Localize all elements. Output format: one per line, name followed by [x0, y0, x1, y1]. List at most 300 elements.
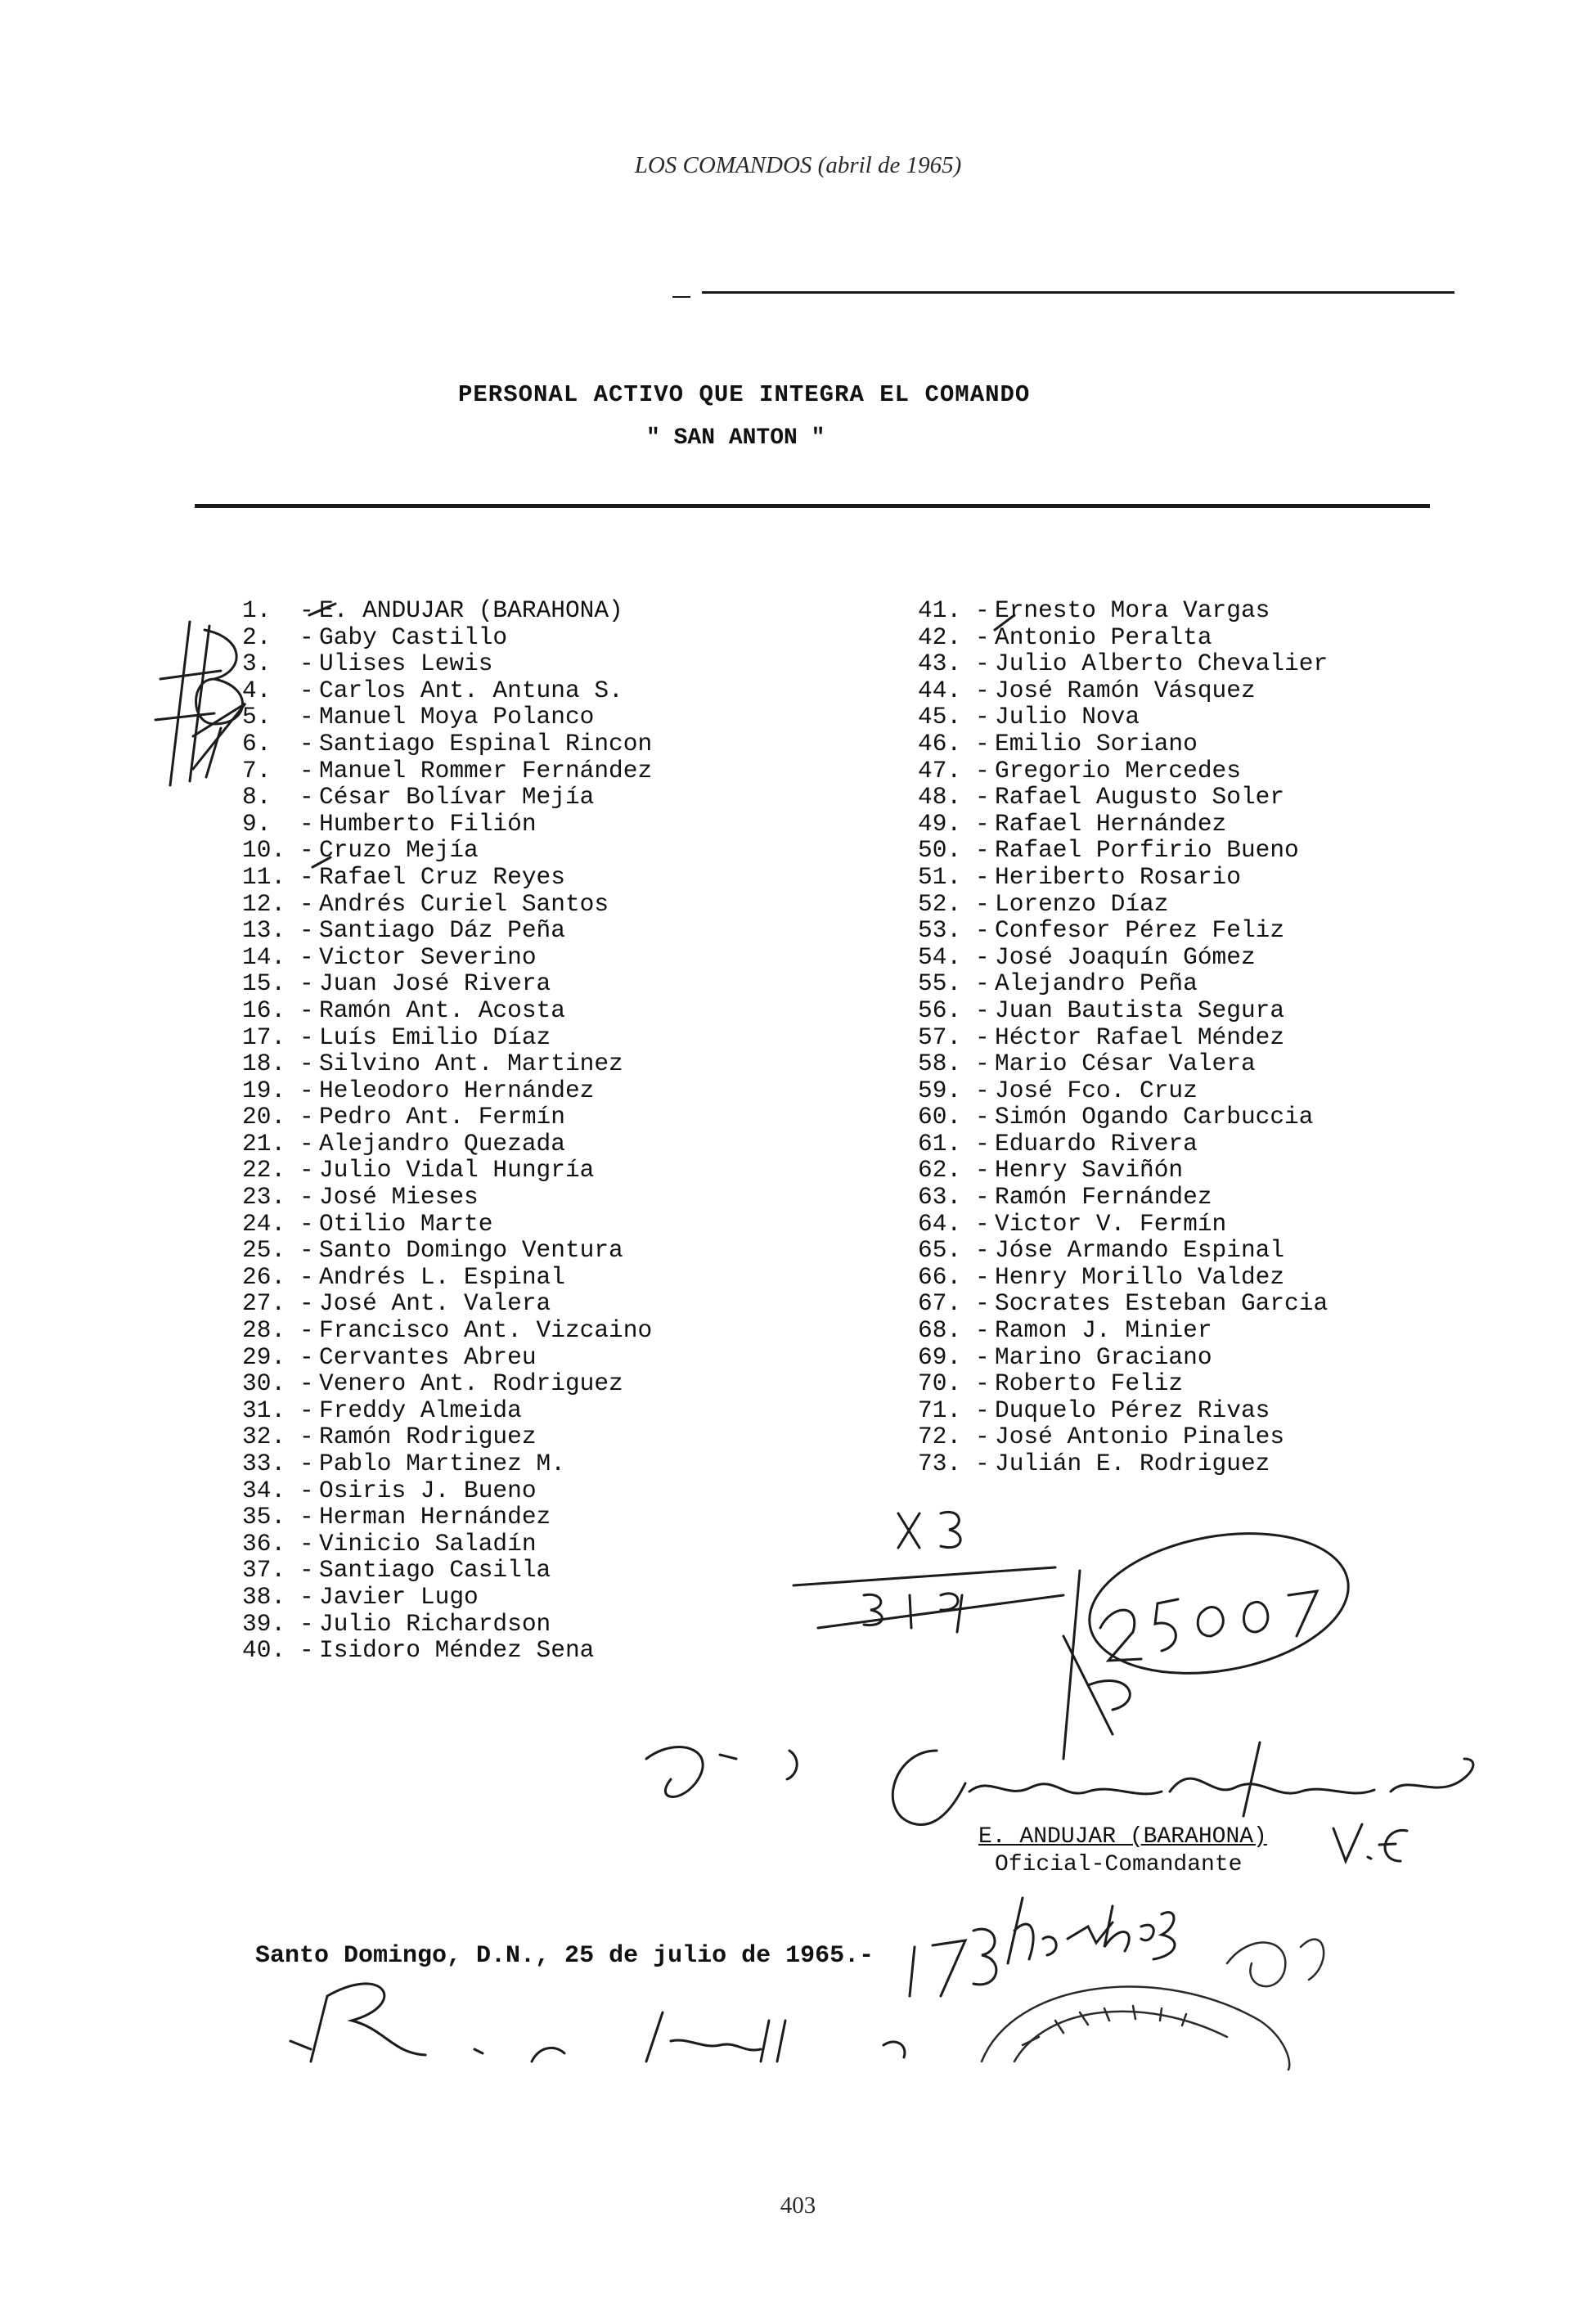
signature-name: E. ANDUJAR (BARAHONA) [978, 1824, 1267, 1850]
member-number: 70. [918, 1369, 962, 1398]
member-name: César Bolívar Mejía [319, 783, 595, 812]
member-separator: - [299, 996, 314, 1024]
member-separator: - [975, 942, 990, 971]
member-name: Confesor Pérez Feliz [995, 916, 1285, 945]
member-number: 12. [242, 889, 286, 918]
member-separator: - [299, 1609, 314, 1638]
member-separator: - [299, 1103, 314, 1131]
member-separator: - [299, 1209, 314, 1238]
member-number: 46. [918, 729, 962, 758]
member-entry [242, 1531, 733, 1558]
member-entry [242, 1557, 733, 1584]
member-name: Antonio Peralta [995, 623, 1212, 651]
member-number: 42. [918, 623, 962, 651]
member-entry [242, 811, 733, 838]
member-name: Silvino Ant. Martinez [319, 1050, 623, 1078]
member-separator: - [299, 809, 314, 838]
member-name: Ramón Rodriguez [319, 1423, 537, 1451]
member-number: 60. [918, 1103, 962, 1131]
member-name: Pedro Ant. Fermín [319, 1103, 565, 1131]
member-entry [242, 1104, 733, 1131]
member-separator: - [975, 1342, 990, 1371]
commander-signature-drawing [646, 1742, 1473, 1824]
member-separator: - [975, 916, 990, 945]
member-entry [242, 1077, 733, 1104]
tally-drawing [898, 1512, 960, 1548]
struck-number-drawing [794, 1567, 1063, 1632]
member-separator: - [975, 1023, 990, 1051]
member-separator: - [299, 1262, 314, 1291]
member-entry [242, 864, 733, 891]
member-number: 55. [918, 969, 962, 998]
member-number: 57. [918, 1023, 962, 1051]
member-entry [918, 1211, 1441, 1238]
member-entry [918, 1317, 1441, 1344]
member-entry [918, 1024, 1441, 1051]
member-entry [242, 1344, 733, 1371]
member-separator: - [299, 703, 314, 731]
member-list-left [242, 597, 733, 1664]
member-name: Manuel Moya Polanco [319, 703, 595, 731]
member-number: 10. [242, 836, 286, 865]
member-entry [918, 1344, 1441, 1371]
member-number: 19. [242, 1076, 286, 1104]
title-underline-rule [195, 504, 1430, 508]
total-note-drawing [910, 1898, 1175, 1996]
member-separator: - [975, 1316, 990, 1345]
member-number: 11. [242, 862, 286, 891]
member-separator: - [975, 996, 990, 1024]
member-name: Francisco Ant. Vizcaino [319, 1316, 653, 1345]
member-entry [918, 731, 1441, 758]
member-number: 68. [918, 1316, 962, 1345]
member-number: 35. [242, 1503, 286, 1531]
member-separator: - [975, 969, 990, 998]
bottom-signature-drawing [290, 1984, 905, 2061]
member-number: 34. [242, 1476, 286, 1504]
member-number: 72. [918, 1423, 962, 1451]
member-name: Roberto Feliz [995, 1369, 1184, 1398]
member-number: 29. [242, 1342, 286, 1371]
member-name: Ramon J. Minier [995, 1316, 1212, 1345]
member-name: Javier Lugo [319, 1582, 479, 1611]
member-name: Gregorio Mercedes [995, 756, 1241, 785]
member-name: Cruzo Mejía [319, 836, 479, 865]
member-separator: - [299, 1450, 314, 1477]
member-number: 21. [242, 1129, 286, 1158]
member-entry [242, 1024, 733, 1051]
member-name: Juan Bautista Segura [995, 996, 1285, 1024]
member-name: Andrés L. Espinal [319, 1262, 565, 1291]
member-number: 48. [918, 783, 962, 812]
member-name: Emilio Soriano [995, 729, 1198, 758]
top-rule-short [672, 296, 690, 298]
member-number: 20. [242, 1103, 286, 1131]
member-number: 41. [918, 596, 962, 624]
member-entry [242, 1477, 733, 1504]
member-name: Cervantes Abreu [319, 1342, 537, 1371]
member-name: Andrés Curiel Santos [319, 889, 609, 918]
member-entry [918, 891, 1441, 918]
member-name: Rafael Hernández [995, 809, 1227, 838]
member-name: Marino Graciano [995, 1342, 1212, 1371]
member-separator: - [975, 1450, 990, 1477]
member-separator: - [299, 1129, 314, 1158]
member-separator: - [975, 1076, 990, 1104]
member-separator: - [299, 1503, 314, 1531]
member-name: Venero Ant. Rodriguez [319, 1369, 623, 1398]
member-number: 51. [918, 862, 962, 891]
member-name: Heleodoro Hernández [319, 1076, 595, 1104]
member-name: Santiago Espinal Rincon [319, 729, 653, 758]
member-separator: - [299, 836, 314, 865]
member-name: Eduardo Rivera [995, 1129, 1198, 1158]
member-number: 15. [242, 969, 286, 998]
member-entry [918, 1264, 1441, 1291]
member-separator: - [975, 729, 990, 758]
member-name: Carlos Ant. Antuna S. [319, 676, 623, 704]
member-entry [242, 837, 733, 864]
member-entry [242, 784, 733, 811]
member-entry [918, 650, 1441, 677]
member-entry [242, 704, 733, 731]
member-separator: - [299, 1183, 314, 1212]
member-separator: - [975, 1183, 990, 1212]
member-number: 3. [242, 650, 272, 678]
member-separator: - [975, 1369, 990, 1398]
member-entry [918, 811, 1441, 838]
member-separator: - [975, 623, 990, 651]
member-name: Héctor Rafael Méndez [995, 1023, 1285, 1051]
member-separator: - [299, 889, 314, 918]
member-number: 1. [242, 596, 272, 624]
member-name: Rafael Augusto Soler [995, 783, 1285, 812]
member-name: Julio Vidal Hungría [319, 1156, 595, 1185]
member-number: 39. [242, 1609, 286, 1638]
member-entry [242, 1584, 733, 1611]
member-number: 8. [242, 783, 272, 812]
member-entry [242, 758, 733, 785]
member-entry [918, 944, 1441, 971]
member-name: Jóse Armando Espinal [995, 1236, 1285, 1265]
member-number: 56. [918, 996, 962, 1024]
member-entry [242, 1611, 733, 1638]
member-entry [242, 1317, 733, 1344]
member-name: Humberto Filión [319, 809, 537, 838]
member-entry [918, 864, 1441, 891]
member-entry [918, 1184, 1441, 1211]
member-name: Pablo Martinez M. [319, 1450, 565, 1477]
member-entry [918, 1290, 1441, 1317]
member-entry [918, 758, 1441, 785]
member-name: Mario César Valera [995, 1050, 1256, 1078]
member-entry [918, 784, 1441, 811]
member-separator: - [299, 1582, 314, 1611]
member-name: Vinicio Saladín [319, 1529, 537, 1558]
member-separator: - [299, 1289, 314, 1318]
margin-note-drawing [155, 622, 245, 785]
member-separator: - [299, 916, 314, 945]
running-head: LOS COMANDOS (abril de 1965) [634, 152, 962, 178]
member-name: Ulises Lewis [319, 650, 493, 678]
member-separator: - [299, 1076, 314, 1104]
member-separator: - [299, 862, 314, 891]
member-entry [918, 1050, 1441, 1077]
member-separator: - [299, 1636, 314, 1665]
member-name: Lorenzo Díaz [995, 889, 1169, 918]
member-separator: - [975, 1050, 990, 1078]
member-separator: - [975, 1236, 990, 1265]
signature-role: Oficial-Comandante [995, 1852, 1243, 1877]
member-separator: - [975, 1262, 990, 1291]
member-number: 22. [242, 1156, 286, 1185]
member-number: 64. [918, 1209, 962, 1238]
member-entry [242, 624, 733, 651]
member-separator: - [975, 809, 990, 838]
member-number: 33. [242, 1450, 286, 1477]
member-number: 73. [918, 1450, 962, 1477]
member-number: 40. [242, 1636, 286, 1665]
member-number: 62. [918, 1156, 962, 1185]
member-number: 6. [242, 729, 272, 758]
member-entry [918, 677, 1441, 704]
member-entry [242, 1397, 733, 1424]
member-name: José Ant. Valera [319, 1289, 551, 1318]
member-number: 53. [918, 916, 962, 945]
member-entry [918, 1423, 1441, 1450]
place-and-date: Santo Domingo, D.N., 25 de julio de 1965.- [255, 1942, 874, 1970]
member-name: José Joaquín Gómez [995, 942, 1256, 971]
member-name: Juan José Rivera [319, 969, 551, 998]
member-number: 28. [242, 1316, 286, 1345]
member-separator: - [975, 1423, 990, 1451]
member-entry [918, 1157, 1441, 1184]
document-subtitle: " SAN ANTON " [646, 425, 825, 451]
member-entry [918, 1370, 1441, 1397]
member-number: 54. [918, 942, 962, 971]
member-number: 59. [918, 1076, 962, 1104]
member-number: 44. [918, 676, 962, 704]
member-separator: - [975, 756, 990, 785]
member-separator: - [299, 1342, 314, 1371]
member-entry [918, 917, 1441, 944]
member-name: Santo Domingo Ventura [319, 1236, 623, 1265]
member-entry [242, 677, 733, 704]
member-number: 14. [242, 942, 286, 971]
member-name: Victor V. Fermín [995, 1209, 1227, 1238]
member-separator: - [975, 862, 990, 891]
member-separator: - [299, 729, 314, 758]
member-name: José Antonio Pinales [995, 1423, 1285, 1451]
member-entry [242, 1050, 733, 1077]
official-stamp-drawing [982, 1940, 1324, 2070]
member-entry [242, 970, 733, 997]
member-name: Henry Saviñón [995, 1156, 1184, 1185]
member-entry [918, 597, 1441, 624]
member-number: 43. [918, 650, 962, 678]
member-separator: - [299, 756, 314, 785]
member-number: 18. [242, 1050, 286, 1078]
member-name: Ramón Ant. Acosta [319, 996, 565, 1024]
member-list-right [918, 597, 1441, 1477]
member-separator: - [975, 1396, 990, 1424]
member-name: Duquelo Pérez Rivas [995, 1396, 1270, 1424]
member-entry [918, 1450, 1441, 1477]
member-entry [242, 1290, 733, 1317]
member-name: Julián E. Rodriguez [995, 1450, 1270, 1477]
member-separator: - [299, 942, 314, 971]
member-number: 26. [242, 1262, 286, 1291]
member-number: 23. [242, 1183, 286, 1212]
member-separator: - [975, 703, 990, 731]
member-entry [242, 891, 733, 918]
member-entry [242, 1637, 733, 1664]
member-separator: - [975, 1129, 990, 1158]
member-separator: - [299, 783, 314, 812]
member-number: 36. [242, 1529, 286, 1558]
member-number: 63. [918, 1183, 962, 1212]
member-name: Julio Richardson [319, 1609, 551, 1638]
member-number: 69. [918, 1342, 962, 1371]
member-number: 31. [242, 1396, 286, 1424]
member-separator: - [299, 1423, 314, 1451]
member-name: Gaby Castillo [319, 623, 508, 651]
member-separator: - [299, 596, 314, 624]
member-separator: - [975, 1289, 990, 1318]
member-name: José Mieses [319, 1183, 479, 1212]
member-number: 67. [918, 1289, 962, 1318]
member-entry [918, 1104, 1441, 1131]
member-name: Rafael Porfirio Bueno [995, 836, 1299, 865]
member-number: 25. [242, 1236, 286, 1265]
member-entry [918, 704, 1441, 731]
member-separator: - [299, 1023, 314, 1051]
member-name: José Fco. Cruz [995, 1076, 1198, 1104]
member-name: E. ANDUJAR (BARAHONA) [319, 596, 623, 624]
member-number: 47. [918, 756, 962, 785]
member-entry [242, 1264, 733, 1291]
member-number: 4. [242, 676, 272, 704]
member-name: Freddy Almeida [319, 1396, 522, 1424]
member-number: 5. [242, 703, 272, 731]
member-name: Julio Nova [995, 703, 1140, 731]
member-separator: - [299, 1529, 314, 1558]
member-number: 71. [918, 1396, 962, 1424]
member-entry [242, 1370, 733, 1397]
member-name: Henry Morillo Valdez [995, 1262, 1285, 1291]
circled-number-drawing [1063, 1514, 1360, 1759]
member-entry [242, 1423, 733, 1450]
member-separator: - [299, 969, 314, 998]
member-number: 37. [242, 1556, 286, 1585]
member-separator: - [299, 1316, 314, 1345]
member-entry [918, 1397, 1441, 1424]
member-entry [918, 1131, 1441, 1158]
member-entry [918, 1077, 1441, 1104]
member-number: 9. [242, 809, 272, 838]
member-number: 52. [918, 889, 962, 918]
member-number: 38. [242, 1582, 286, 1611]
member-name: Herman Hernández [319, 1503, 551, 1531]
member-name: Socrates Esteban Garcia [995, 1289, 1329, 1318]
member-number: 58. [918, 1050, 962, 1078]
member-separator: - [299, 650, 314, 678]
top-rule [702, 291, 1454, 294]
member-name: Ramón Fernández [995, 1183, 1212, 1212]
member-entry [242, 997, 733, 1024]
member-separator: - [975, 1103, 990, 1131]
member-name: Manuel Rommer Fernández [319, 756, 653, 785]
member-separator: - [975, 650, 990, 678]
member-number: 50. [918, 836, 962, 865]
member-entry [242, 1504, 733, 1531]
member-number: 16. [242, 996, 286, 1024]
member-number: 32. [242, 1423, 286, 1451]
member-number: 45. [918, 703, 962, 731]
member-separator: - [299, 1369, 314, 1398]
member-name: Alejandro Peña [995, 969, 1198, 998]
member-name: Isidoro Méndez Sena [319, 1636, 595, 1665]
member-separator: - [975, 889, 990, 918]
member-entry [918, 1237, 1441, 1264]
member-entry [242, 1131, 733, 1158]
member-name: Alejandro Quezada [319, 1129, 565, 1158]
member-name: Santiago Dáz Peña [319, 916, 565, 945]
member-name: Ernesto Mora Vargas [995, 596, 1270, 624]
member-separator: - [975, 1209, 990, 1238]
member-separator: - [299, 1236, 314, 1265]
member-name: Santiago Casilla [319, 1556, 551, 1585]
member-number: 2. [242, 623, 272, 651]
member-entry [242, 597, 733, 624]
member-separator: - [975, 783, 990, 812]
member-number: 66. [918, 1262, 962, 1291]
member-entry [242, 1211, 733, 1238]
member-name: Heriberto Rosario [995, 862, 1241, 891]
member-name: Rafael Cruz Reyes [319, 862, 565, 891]
member-entry [242, 1184, 733, 1211]
member-number: 30. [242, 1369, 286, 1398]
member-entry [242, 1237, 733, 1264]
member-separator: - [975, 836, 990, 865]
member-name: Osiris J. Bueno [319, 1476, 537, 1504]
member-entry [918, 624, 1441, 651]
member-separator: - [975, 676, 990, 704]
member-number: 24. [242, 1209, 286, 1238]
member-number: 7. [242, 756, 272, 785]
member-separator: - [975, 1156, 990, 1185]
member-entry [242, 731, 733, 758]
member-name: Luís Emilio Díaz [319, 1023, 551, 1051]
member-separator: - [975, 596, 990, 624]
initials-drawing [1333, 1824, 1407, 1861]
member-entry [242, 650, 733, 677]
member-separator: - [299, 1396, 314, 1424]
member-number: 61. [918, 1129, 962, 1158]
member-number: 65. [918, 1236, 962, 1265]
page-number: 403 [780, 2192, 816, 2219]
member-name: Victor Severino [319, 942, 537, 971]
member-number: 13. [242, 916, 286, 945]
member-separator: - [299, 1156, 314, 1185]
member-number: 27. [242, 1289, 286, 1318]
member-entry [242, 944, 733, 971]
member-separator: - [299, 1050, 314, 1078]
member-entry [242, 1450, 733, 1477]
document-title: PERSONAL ACTIVO QUE INTEGRA EL COMANDO [458, 381, 1031, 408]
member-separator: - [299, 623, 314, 651]
member-entry [918, 970, 1441, 997]
